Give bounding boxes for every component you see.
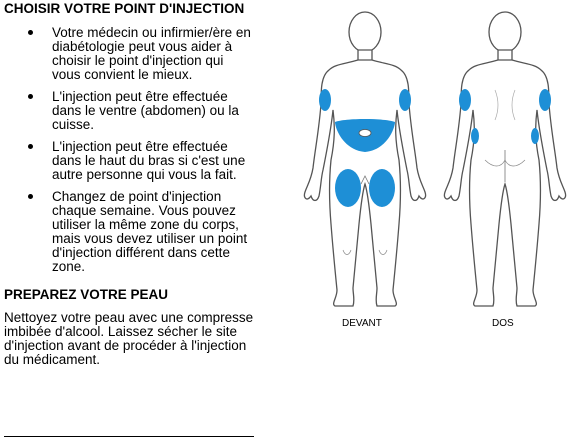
front-figure bbox=[304, 12, 425, 306]
bottom-divider bbox=[4, 436, 254, 437]
section-title-prepare-skin: PREPAREZ VOTRE PEAU bbox=[4, 287, 169, 302]
bullet-text: L'injection peut être effectuée dans le ventre (abdomen) ou la cuisse. bbox=[52, 89, 239, 132]
back-right-flank-zone bbox=[531, 128, 539, 144]
front-left-arm-zone bbox=[319, 89, 331, 111]
back-left-flank-zone bbox=[471, 128, 479, 144]
bullet-text: L'injection peut être effectuée dans le haut du bras si c'est une autre personne qui vous la fait. bbox=[52, 139, 246, 182]
list-item bbox=[4, 140, 254, 182]
list-item bbox=[4, 90, 254, 132]
front-label: DEVANT bbox=[342, 318, 382, 329]
bullet-icon bbox=[28, 144, 33, 149]
back-figure bbox=[444, 12, 565, 306]
navel-icon bbox=[359, 130, 371, 137]
back-right-arm-zone bbox=[539, 89, 551, 111]
bullet-text: Changez de point d'injection chaque semaine. Vous pouvez utiliser la même zone du corps, mais vous devez utiliser un point d'injection différent dans cette zone. bbox=[52, 189, 248, 274]
bullet-text: Votre médecin ou infirmier/ère en diabétologie peut vous aider à choisir le point d'injection qui vous convient le mieux. bbox=[52, 25, 251, 82]
section-title-injection-site: CHOISIR VOTRE POINT D'INJECTION bbox=[4, 1, 245, 16]
front-right-arm-zone bbox=[399, 89, 411, 111]
body-diagram bbox=[300, 0, 570, 340]
front-right-thigh-zone bbox=[369, 169, 395, 207]
list-item bbox=[4, 190, 254, 274]
back-left-arm-zone bbox=[459, 89, 471, 111]
bullet-icon bbox=[28, 94, 33, 99]
back-label: DOS bbox=[492, 318, 514, 329]
front-left-thigh-zone bbox=[335, 169, 361, 207]
bullet-icon bbox=[28, 30, 33, 35]
prepare-skin-text: Nettoyez votre peau avec une compresse imbibée d'alcool. Laissez sécher le site d'injection avant de procéder à l'injection du médicament. bbox=[4, 310, 254, 367]
bullet-icon bbox=[28, 194, 33, 199]
injection-site-figure bbox=[300, 0, 570, 340]
instructions-column bbox=[4, 0, 254, 367]
injection-site-bullets bbox=[4, 26, 254, 274]
list-item bbox=[4, 26, 254, 82]
